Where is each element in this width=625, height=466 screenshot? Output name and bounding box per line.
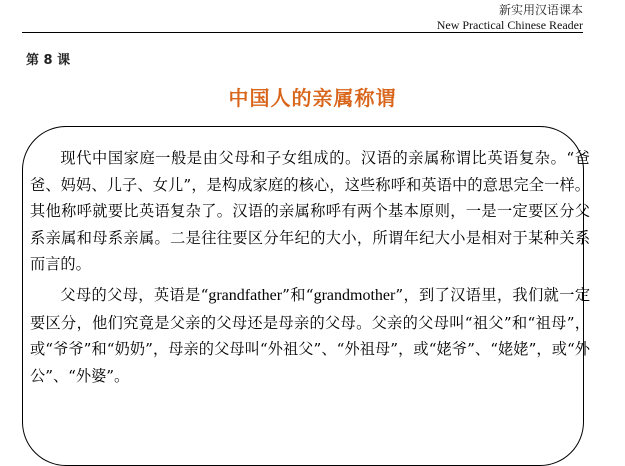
header-divider: [22, 32, 583, 33]
book-title-english: New Practical Chinese Reader: [436, 18, 583, 32]
reading-passage: [30, 145, 590, 389]
paragraph-2-part-1: 父母的父母，英语是“: [60, 285, 209, 304]
book-header: [437, 2, 583, 32]
lesson-number: 第 8 课: [26, 53, 71, 68]
english-term-grandmother: grandmother: [313, 286, 396, 304]
book-title-chinese: 新实用汉语课本: [498, 3, 583, 17]
page-title: 中国人的亲属称谓: [228, 86, 397, 110]
paragraph-1: 现代中国家庭一般是由父母和子女组成的。汉语的亲属称谓比英语复杂。“爸爸、妈妈、儿子、女儿”，是构成家庭的核心，这些称呼和英语中的意思完全一样。其他称呼就要比英语复杂了。汉语的亲属称呼有两个基本原则，一是一定要区分父系亲属和母系亲属。二是往往要区分年纪的大小，所谓年纪大小是相对于某种关系而言的。: [30, 149, 590, 274]
paragraph-2-part-2: ”和“: [282, 285, 314, 304]
paragraph-2-part-3: ”，到了汉语里，我们就一定要区分，他们究竟是父亲的父母还是母亲的父母。父亲的父母叫“祖父”和“祖母”，或“爷爷”和“奶奶”，母亲的父母叫“外祖父”、“外祖母”，或“姥爷”、“姥姥”，或“外公”、“外婆”。: [30, 285, 591, 385]
english-term-grandfather: grandfather: [208, 286, 283, 304]
paragraph-2: [30, 282, 590, 389]
